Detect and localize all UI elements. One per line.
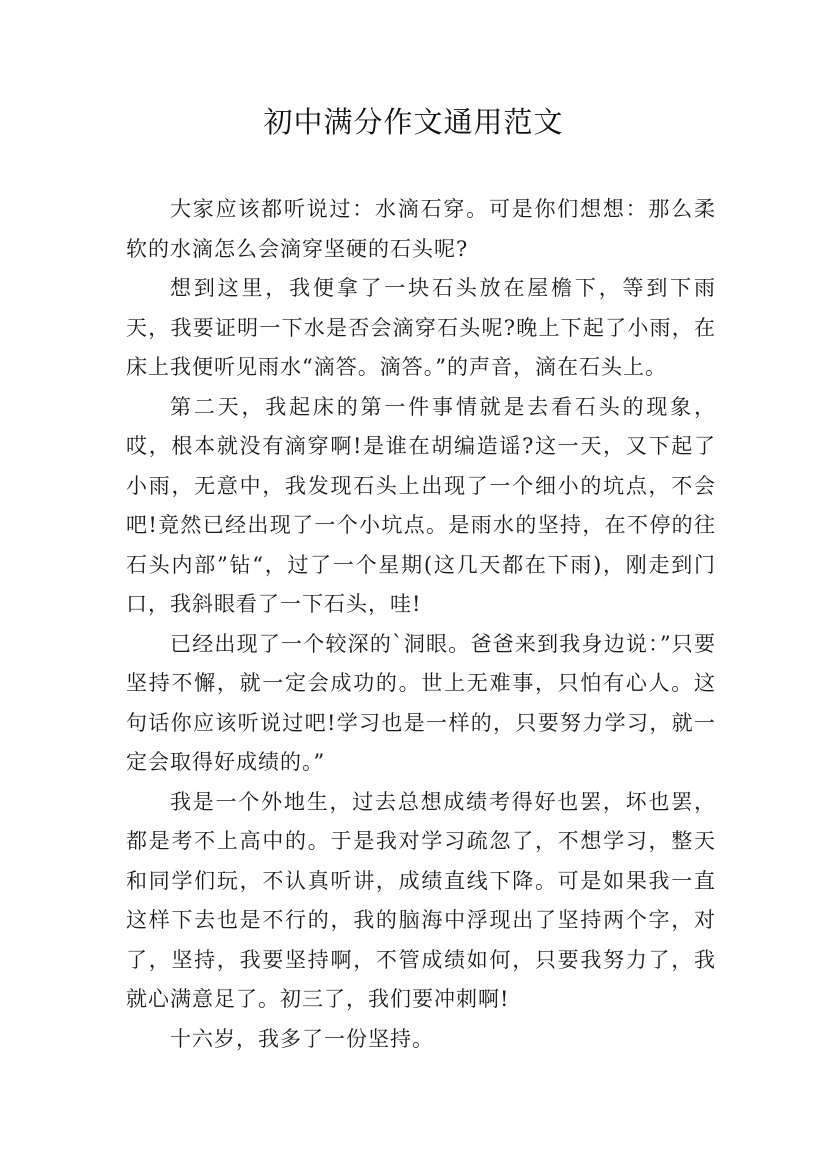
document-body bbox=[126, 190, 716, 1059]
paragraph-1: 大家应该都听说过：水滴石穿。可是你们想想：那么柔软的水滴怎么会滴穿坚硬的石头呢? bbox=[126, 197, 716, 261]
paragraph-4: 已经出现了一个较深的`洞眼。爸爸来到我身边说：”只要坚持不懈，就一定会成功的。世上无难事，只怕有心人。这句话你应该听说过吧!学习也是一样的，只要努力学习，就一定会取得好成绩的。” bbox=[126, 631, 716, 774]
paragraph-6: 十六岁，我多了一份坚持。 bbox=[170, 1026, 434, 1051]
document-title: 初中满分作文通用范文 bbox=[263, 105, 564, 139]
paragraph-5: 我是一个外地生，过去总想成绩考得好也罢，坏也罢，都是考不上高中的。于是我对学习疏忽了，不想学习，整天和同学们玩，不认真听讲，成绩直线下降。可是如果我一直这样下去也是不行的，我的脑海中浮现出了坚持两个字，对了，坚持，我要坚持啊，不管成绩如何，只要我努力了，我就心满意足了。初三了，我们要冲刺啊! bbox=[126, 789, 716, 1011]
paragraph-2: 想到这里，我便拿了一块石头放在屋檐下，等到下雨天，我要证明一下水是否会滴穿石头呢?晚上下起了小雨，在床上我便听见雨水“滴答。滴答。”的声音，滴在石头上。 bbox=[126, 276, 716, 379]
paragraph-3: 第二天，我起床的第一件事情就是去看石头的现象，哎，根本就没有滴穿啊!是谁在胡编造谣?这一天，又下起了小雨，无意中，我发现石头上出现了一个细小的坑点，不会吧!竟然已经出现了一个小坑点。是雨水的坚持，在不停的往石头内部”钻“，过了一个星期(这几天都在下雨)，刚走到门口，我斜眼看了一下石头，哇! bbox=[126, 394, 716, 616]
